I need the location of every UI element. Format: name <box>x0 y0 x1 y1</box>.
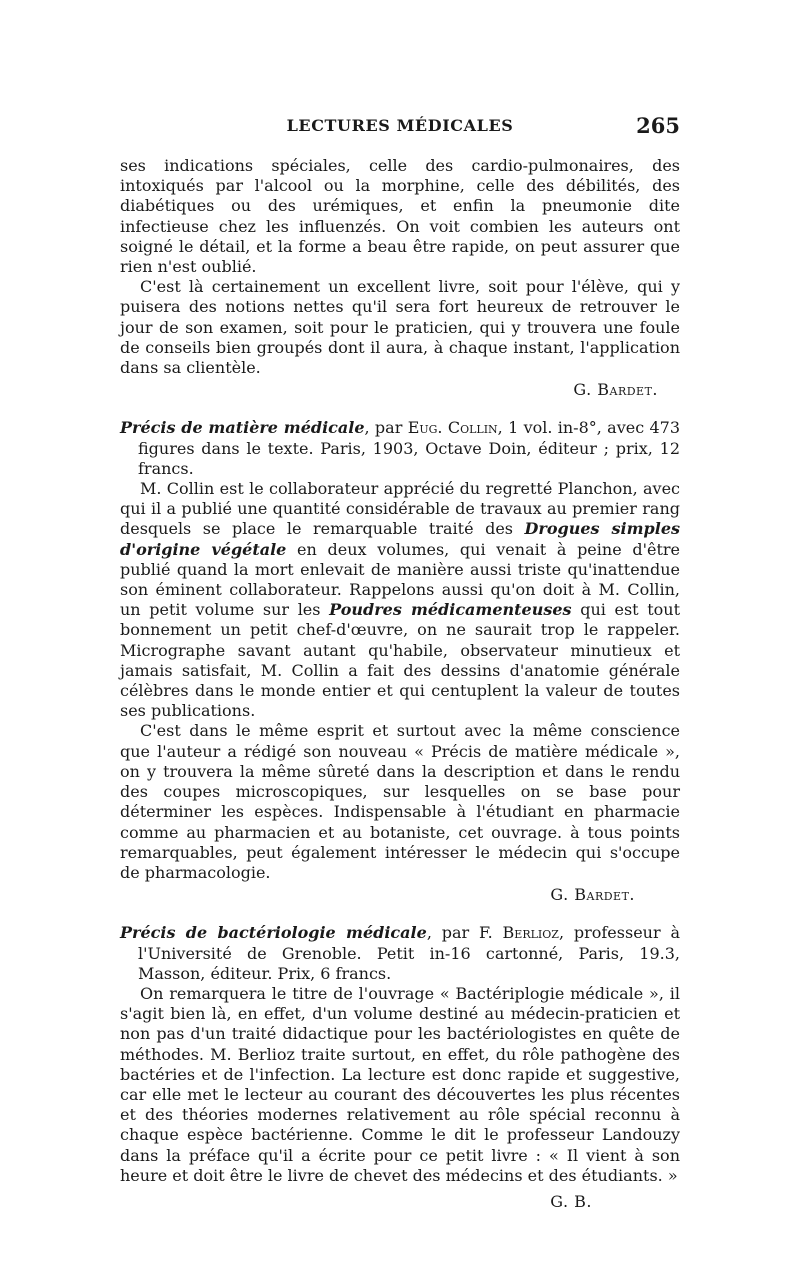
review2-paragraph-1 <box>120 479 680 721</box>
review3-paragraph-1: On remarquera le titre de l'ouvrage « Bactériplogie médicale », il s'agit bien là, en effet, d'un volume destiné au médecin-praticien et non pas d'un traité didactique pour les bactériologistes en quête de méthodes. M. Berlioz traite surtout, en effet, du rôle pathogène des bactéries et de l'infection. La lecture est donc rapide et suggestive, car elle met le lecteur au courant des découvertes les plus récentes et des théories modernes relativement au rôle spécial reconnu à chaque espèce bactérienne. Comme le dit le professeur Landouzy dans la préface qu'il a écrite pour ce petit livre : « Il vient à son heure et doit être le livre de chevet des médecins et des étudiants. » <box>120 983 680 1185</box>
review2-details: , 1 vol. in-8°, avec 473 figures dans le texte. Paris, 1903, Octave Doin, éditeur ; prix, 12 francs. <box>138 418 681 478</box>
review2-paragraph-2: C'est dans le même esprit et surtout avec la même conscience que l'auteur a rédigé son nouveau « Précis de matière médicale », on y trouvera la même sûreté dans la description et dans le rendu des coupes microscopiques, sur lesquelles on se base pour déterminer les espèces. Indispensable à l'étudiant en pharmacie comme au pharmacien et au botaniste, cet ouvrage. à tous points remarquables, peut également intéresser le médecin qui s'occupe de pharmacologie. <box>120 721 680 882</box>
review2-p1-text-a: M. Collin est le collaborateur apprécié du regretté Planchon, avec qui il a publié une quantité considérable de travaux au premier rang desquels se place le remarquable traité des <box>120 479 680 539</box>
review2-signature: G. Bardet. <box>550 885 635 905</box>
review3-signature: G. B. <box>550 1191 592 1211</box>
review1-signature: G. Bardet. <box>573 380 658 400</box>
review3-author: F. Berlioz <box>479 923 559 943</box>
review2-book-title-2: Poudres médicamenteuses <box>329 600 572 620</box>
page-body <box>120 156 680 1212</box>
review2-p1-text-c: qui est tout bonnement un petit chef-d'œuvre, on ne saurait trop le rappeler. Micrographe savant autant qu'habile, observateur minutieux et jamais satisfait, M. Collin a fait des dessins d'anatomie générale célèbres dans le monde entier et qui centuplent la valeur de toutes ses publications. <box>120 600 681 721</box>
review3-details: , professeur à l'Université de Grenoble. Petit in-16 cartonné, Paris, 19.3, Masson, éditeur. Prix, 6 francs. <box>138 923 681 983</box>
review2-p1-text-b: en deux volumes, qui venait à peine d'être publié quand la mort enlevait de manière aussi triste qu'inattendue son éminent collaborateur. Rappelons aussi qu'on doit à M. Collin, un petit volume sur les <box>120 539 681 620</box>
review1-paragraph-2: C'est là certainement un excellent livre, soit pour l'élève, qui y puisera des notions nettes qu'il sera fort heureux de retrouver le jour de son examen, soit pour le praticien, qui y trouvera une foule de conseils bien groupés dont il aura, à chaque instant, l'application dans sa clientèle. <box>120 277 680 378</box>
running-title: LECTURES MÉDICALES <box>286 116 514 135</box>
review3-by: , par <box>426 923 480 943</box>
review2-heading <box>120 418 680 479</box>
review2-by: , par <box>364 418 408 438</box>
review3-heading <box>120 923 680 984</box>
running-head <box>120 113 680 140</box>
review1-paragraph-1: ses indications spéciales, celle des cardio-pulmonaires, des intoxiqués par l'alcool ou la morphine, celle des débilités, des diabétiques ou des urémiques, et enfin la pneumonie dite infectieuse chez les influenzés. On voit combien les auteurs ont soigné le détail, et la forme a beau être rapide, on peut assurer que rien n'est oublié. <box>120 156 680 277</box>
review2-author: Eug. Collin <box>407 418 498 438</box>
review2-title: Précis de matière médicale <box>120 418 365 438</box>
review2-book-title-1: Drogues simples d'origine végétale <box>120 519 680 559</box>
review3-title: Précis de bactériologie médicale <box>120 923 427 943</box>
page-number: 265 <box>636 113 680 138</box>
